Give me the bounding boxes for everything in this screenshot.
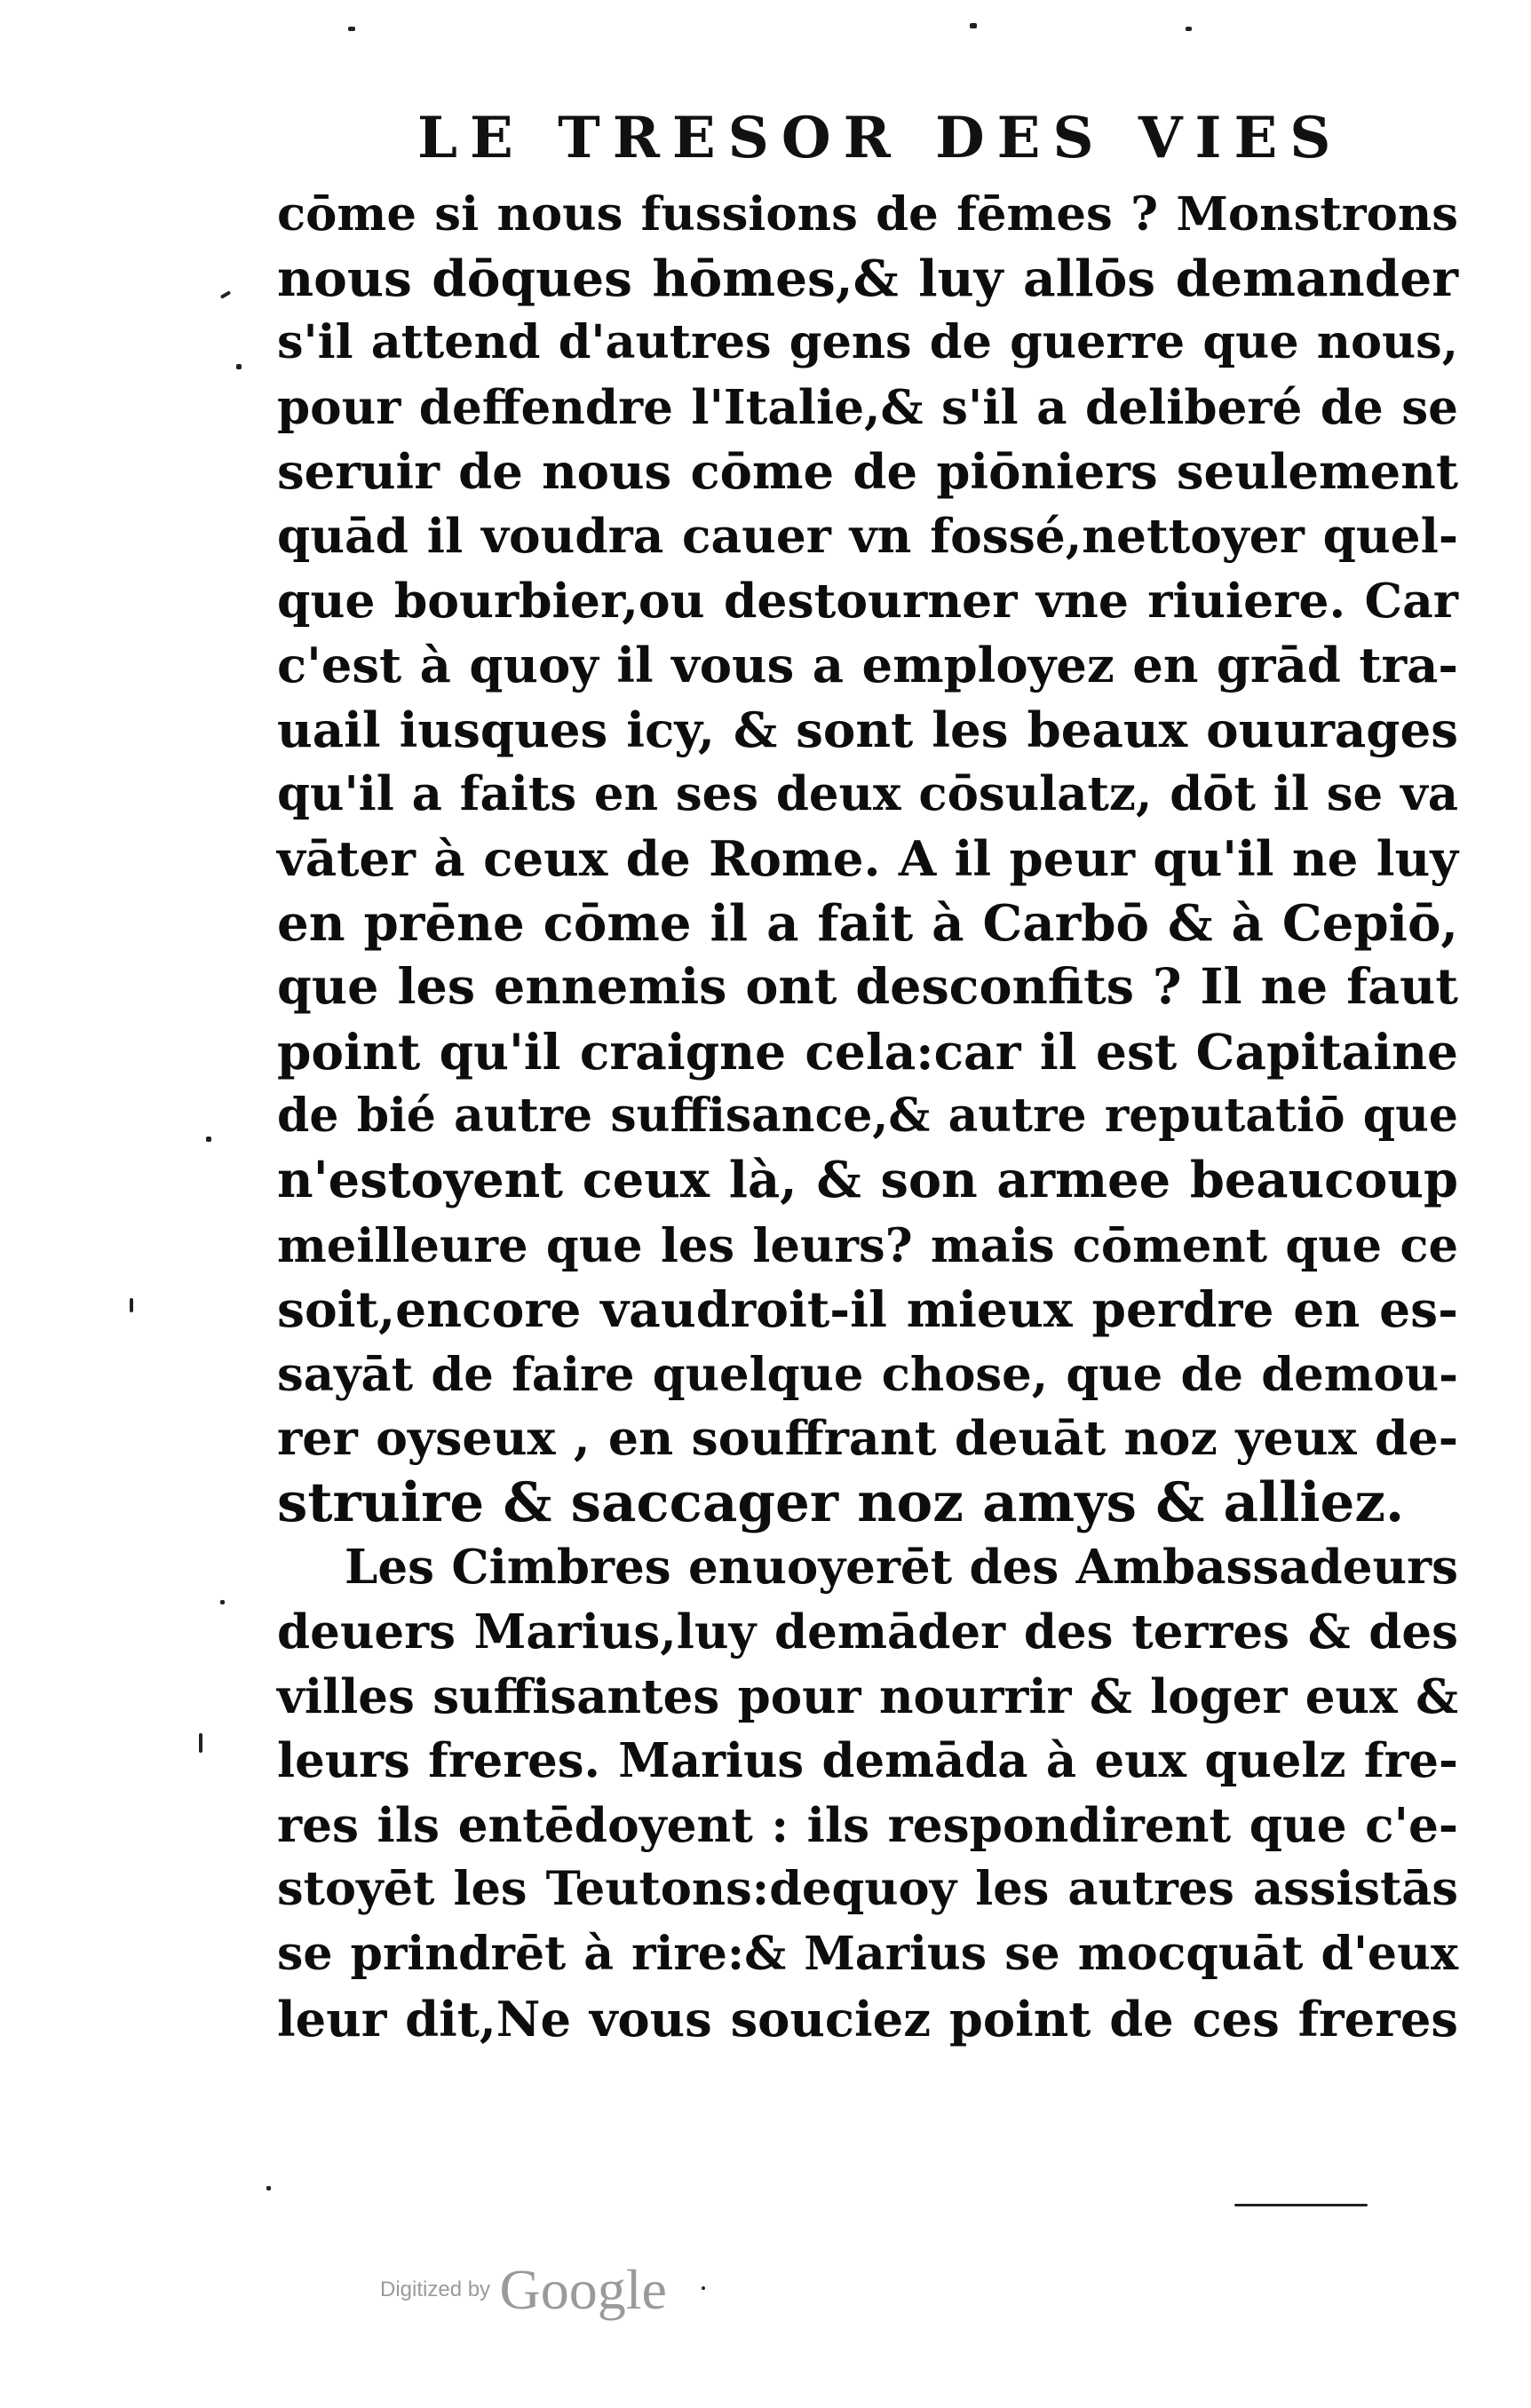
text-line: leur dit,Ne vous souciez point de ces freres [277,1990,1458,2048]
text-line: meilleure que les leurs? mais cōment que ce [277,1217,1458,1273]
text-line: n'estoyent ceux là, & son armee beaucoup [277,1151,1458,1209]
text-line: en prēne cōme il a fait à Carbō & à Cepiō, [277,893,1458,953]
running-header: LE TRESOR DES VIES [417,105,1344,171]
text-line: deuers Marius,luy demāder des terres & des [277,1604,1458,1660]
text-line: quād il voudra cauer vn fossé,nettoyer quel- [277,507,1458,564]
text-line: cōme si nous fussions de fēmes ? Monstrons [277,186,1458,242]
text-line: qu'il a faits en ses deux cōsulatz, dōt il se va [277,766,1458,822]
ink-mark [1186,27,1192,31]
ink-mark [1234,2204,1368,2206]
text-line: sayāt de faire quelque chose, que de demou- [277,1346,1458,1402]
ink-mark [220,290,231,298]
text-line: se prindrēt à rire:& Marius se mocquāt d'eux [277,1927,1458,1982]
text-line: struire & saccager noz amys & alliez. [277,1470,1405,1534]
ink-mark [206,1137,211,1142]
ink-mark [220,1600,225,1604]
text-line: rer oyseux , en souffrant deuāt noz yeux de- [277,1410,1458,1467]
text-line: que les ennemis ont desconfits ? Il ne faut [277,958,1458,1017]
digitized-by-label: Digitized by [380,2277,491,2301]
text-line: nous dōques hōmes,& luy allōs demander [277,249,1458,308]
text-line: s'il attend d'autres gens de guerre que nous, [277,315,1458,370]
text-line: que bourbier,ou destourner vne riuiere. Car [277,572,1458,629]
google-logo: Google [499,2258,667,2321]
text-line: uail iusques icy, & sont les beaux ouurages [277,701,1458,758]
ink-mark [348,27,355,31]
ink-mark [199,1733,202,1753]
ink-mark [970,23,977,28]
text-line: vāter à ceux de Rome. A il peur qu'il ne luy [277,829,1458,887]
ink-mark [236,364,242,369]
text-line: pour deffendre l'Italie,& s'il a deliberé de se [277,378,1458,435]
text-line: res ils entēdoyent : ils respondirent que c'e- [277,1796,1458,1853]
paragraph-start-line: Les Cimbres enuoyerēt des Ambassadeurs [345,1539,1458,1596]
ink-mark [702,2286,705,2290]
text-line: stoyēt les Teutons:dequoy les autres assistās [277,1862,1458,1917]
text-line: point qu'il craigne cela:car il est Capitaine [277,1022,1458,1081]
text-line: c'est à quoy il vous a employez en grād tra- [277,637,1458,694]
text-line: seruir de nous cōme de piōniers seulement [277,443,1458,501]
text-line: de bié autre suffisance,& autre reputatiō que [277,1089,1458,1144]
body-text [277,182,1458,2051]
ink-mark [266,2186,271,2190]
text-line: villes suffisantes pour nourrir & loger eux & [277,1667,1458,1724]
text-line: leurs freres. Marius demāda à eux quelz fre- [277,1733,1458,1789]
text-line: soit,encore vaudroit-il mieux perdre en es- [277,1280,1458,1339]
ink-mark [130,1298,133,1312]
digitized-watermark [380,2257,667,2323]
